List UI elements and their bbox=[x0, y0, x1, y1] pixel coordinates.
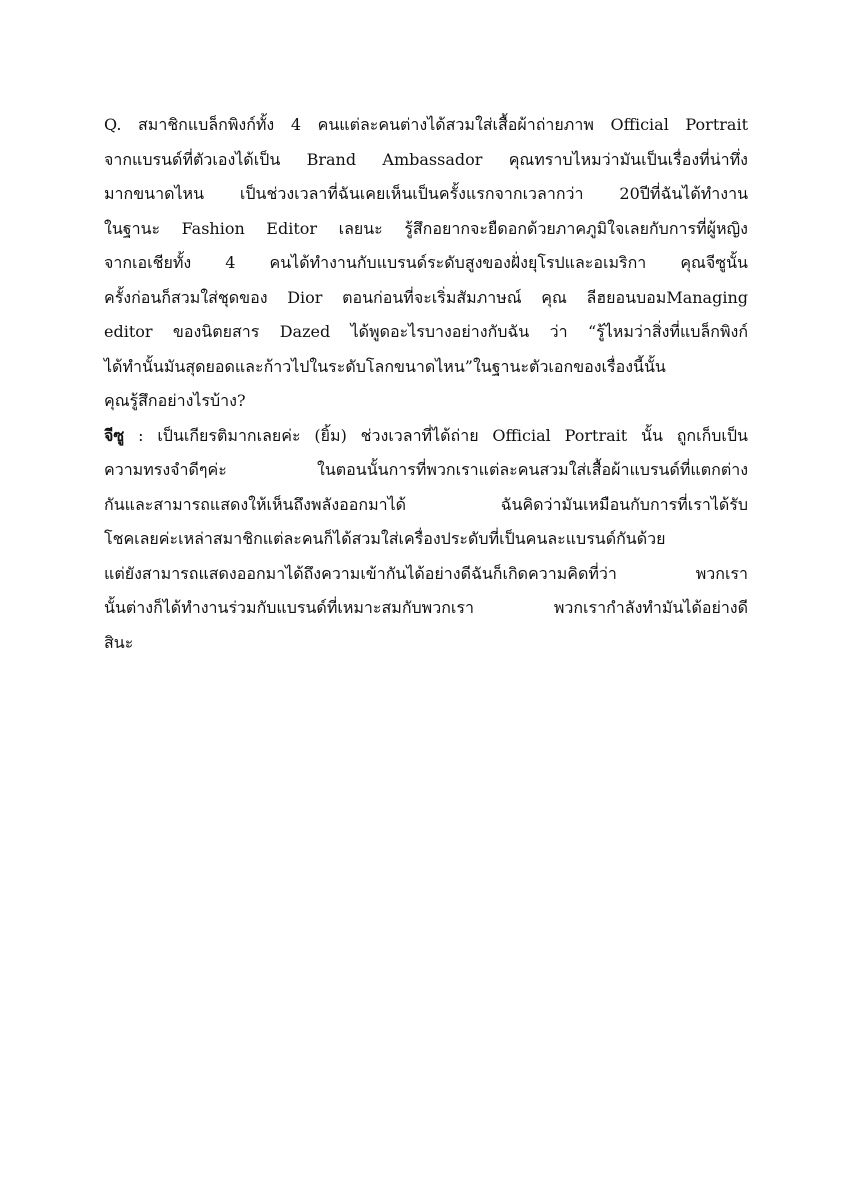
question-line: ครั้งก่อนก็สวมใส่ชุดของ Dior ตอนก่อนที่จะเริ่มสัมภาษณ์ คุณ ลีฮยอนบอมManaging bbox=[104, 287, 748, 307]
question-line: จากแบรนด์ที่ตัวเองได้เป็น Brand Ambassador คุณทราบไหมว่ามันเป็นเรื่องที่น่าทึ่ง bbox=[104, 149, 748, 169]
answer-line: นั้นต่างก็ได้ทำงานร่วมกับแบรนด์ที่เหมาะสมกับพวกเรา พวกเรากำลังทำมันได้อย่างดี bbox=[104, 598, 748, 617]
answer-line: แต่ยังสามารถแสดงออกมาได้ถึงความเข้ากันได้อย่างดีฉันก็เกิดความคิดที่ว่า พวกเรา bbox=[104, 563, 748, 583]
answer-line: โชคเลยค่ะเหล่าสมาชิกแต่ละคนก็ได้สวมใส่เครื่องประดับที่เป็นคนละแบรนด์กันด้วย bbox=[104, 529, 666, 548]
answer-paragraph bbox=[104, 419, 748, 661]
question-line: editor ของนิตยสาร Dazed ได้พูดอะไรบางอย่างกับฉัน ว่า “รู้ไหมว่าสิ่งที่แบล็กพิงก์ bbox=[104, 322, 748, 341]
question-paragraph bbox=[104, 108, 748, 419]
answer-line: กันและสามารถแสดงให้เห็นถึงพลังออกมาได้ ฉันคิดว่ามันเหมือนกับการที่เราได้รับ bbox=[104, 494, 748, 514]
question-line: Q. สมาชิกแบล็กพิงก์ทั้ง 4 คนแต่ละคนต่างได้สวมใส่เสื้อผ้าถ่ายภาพ Official Portrait bbox=[104, 115, 748, 134]
question-line: ในฐานะ Fashion Editor เลยนะ รู้สึกอยากจะยืดอกด้วยภาคภูมิใจเลยกับการที่ผู้หญิง bbox=[104, 218, 748, 238]
speaker-name: จีซู bbox=[104, 425, 125, 445]
answer-line: สินะ bbox=[104, 632, 134, 652]
question-line: มากขนาดไหน เป็นช่วงเวลาที่ฉันเคยเห็นเป็นครั้งแรกจากเวลากว่า 20ปีที่ฉันได้ทำงาน bbox=[104, 184, 748, 203]
question-line: คุณรู้สึกอย่างไรบ้าง? bbox=[104, 391, 246, 410]
answer-first-line bbox=[104, 419, 748, 454]
answer-line: ความทรงจำดีๆค่ะ ในตอนนั้นการที่พวกเราแต่ละคนสวมใส่เสื้อผ้าแบรนด์ที่แตกต่าง bbox=[104, 460, 748, 479]
question-line: จากเอเชียทั้ง 4 คนได้ทำงานกับแบรนด์ระดับสูงของฝั่งยุโรปและอเมริกา คุณจีซูนั้น bbox=[104, 253, 748, 272]
answer-line-text: : เป็นเกียรติมากเลยค่ะ (ยิ้ม) ช่วงเวลาที่ได้ถ่าย Official Portrait นั้น ถูกเก็บเป็น bbox=[124, 425, 748, 445]
question-line: ได้ทำนั้นมันสุดยอดและก้าวไปในระดับโลกขนาดไหน”ในฐานะตัวเอกของเรื่องนี้นั้น bbox=[104, 356, 666, 376]
interview-text bbox=[104, 108, 748, 660]
